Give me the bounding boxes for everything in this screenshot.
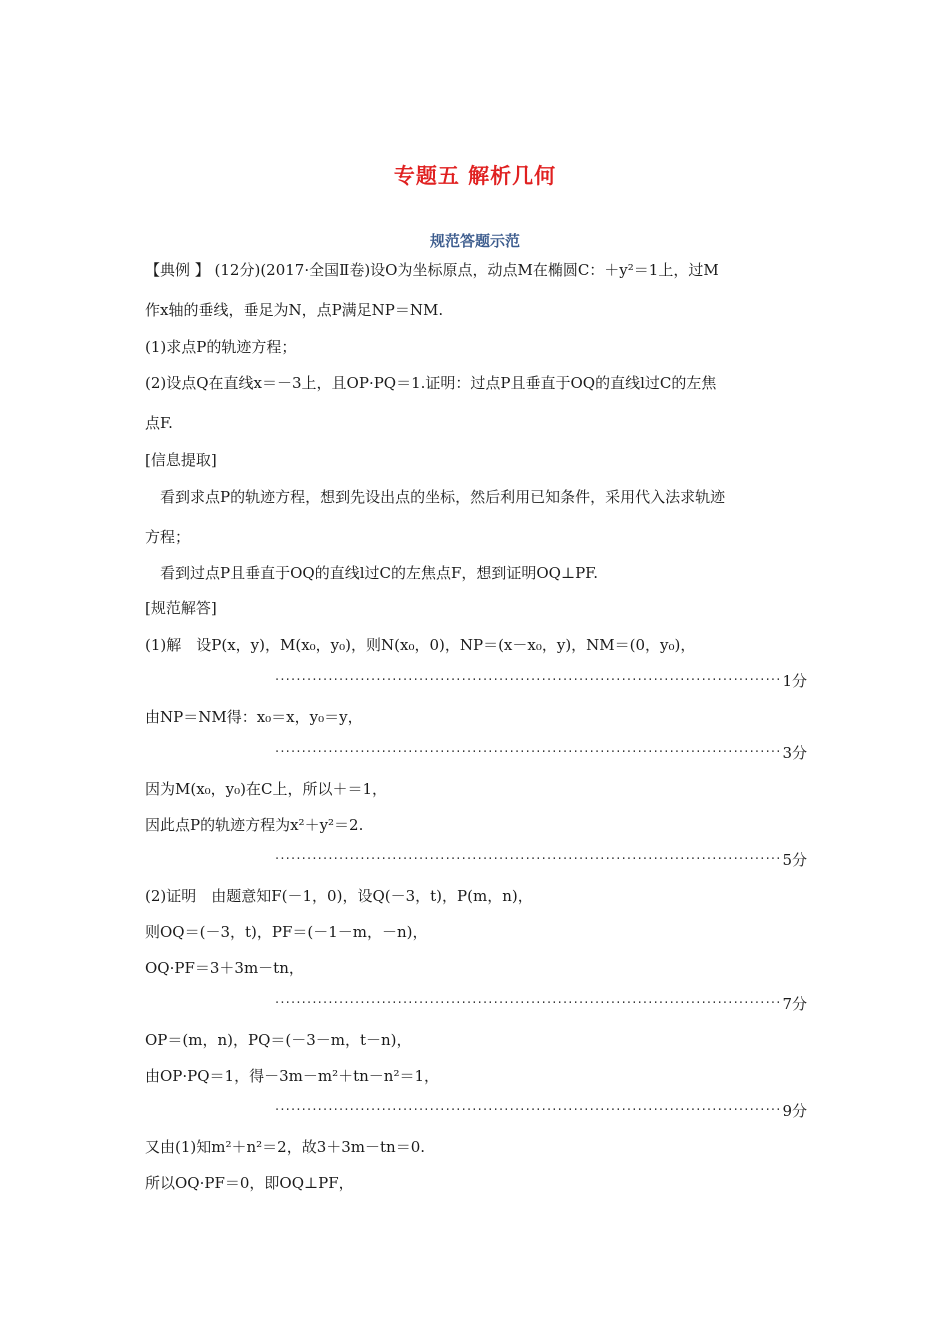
- dot-leader: [275, 1101, 780, 1121]
- info-line-1: 看到求点P的轨迹方程，想到先设出点的坐标，然后利用已知条件，采用代入法求轨迹: [160, 488, 726, 506]
- dot-leader: [275, 850, 780, 870]
- solution-1-line-3: 因为M(x₀，y₀)在C上，所以＋＝1，: [145, 780, 388, 798]
- solution-1-line-4: 因此点P的轨迹方程为x²＋y²＝2.: [145, 816, 364, 834]
- standard-answer-heading: [规范解答]: [145, 599, 217, 617]
- question-2-line-1: (2)设点Q在直线x＝－3上，且OP·PQ＝1.证明：过点P且垂直于OQ的直线l过C的左焦: [145, 374, 717, 392]
- solution-2-line-5: 由OP·PQ＝1，得－3m－m²＋tn－n²＝1，: [145, 1067, 440, 1085]
- solution-2-line-1: (2)证明 由题意知F(－1，0)，设Q(－3，t)，P(m，n)，: [145, 887, 533, 905]
- score-marker-1: [275, 671, 807, 691]
- score-value: 9分: [782, 1102, 807, 1120]
- solution-2-line-3: OQ·PF＝3＋3m－tn，: [145, 959, 304, 977]
- question-2-line-2: 点F.: [145, 414, 173, 432]
- score-value: 1分: [782, 672, 807, 690]
- score-marker-3: [275, 850, 807, 870]
- solution-2-line-2: 则OQ＝(－3，t)，PF＝(－1－m，－n)，: [145, 923, 428, 941]
- dot-leader: [275, 671, 780, 691]
- score-marker-4: [275, 994, 807, 1014]
- score-value: 3分: [782, 744, 807, 762]
- score-marker-2: [275, 743, 807, 763]
- score-marker-5: [275, 1101, 807, 1121]
- solution-2-line-4: OP＝(m，n)，PQ＝(－3－m，t－n)，: [145, 1031, 412, 1049]
- score-value: 7分: [782, 995, 807, 1013]
- example-problem-line-2: 作x轴的垂线，垂足为N，点P满足NP＝NM.: [145, 301, 444, 319]
- info-line-3: 看到过点P且垂直于OQ的直线l过C的左焦点F，想到证明OQ⊥PF.: [160, 564, 599, 582]
- page-title: 专题五 解析几何: [393, 164, 557, 188]
- dot-leader: [275, 743, 780, 763]
- solution-2-line-7: 所以OQ·PF＝0，即OQ⊥PF，: [145, 1174, 354, 1192]
- info-line-2: 方程；: [145, 528, 191, 546]
- solution-2-line-6: 又由(1)知m²＋n²＝2，故3＋3m－tn＝0.: [145, 1138, 426, 1156]
- dot-leader: [275, 994, 780, 1014]
- example-problem-line-1: 【典例 】 (12分)(2017·全国Ⅱ卷)设O为坐标原点，动点M在椭圆C：＋y²＝1上，过M: [145, 261, 719, 279]
- solution-1-line-1: (1)解 设P(x，y)，M(x₀，y₀)，则N(x₀，0)，NP＝(x－x₀，y)，NM＝(0，y₀)，: [145, 636, 696, 654]
- section-subtitle: 规范答题示范: [429, 232, 520, 250]
- solution-1-line-2: 由NP＝NM得：x₀＝x，y₀＝y，: [145, 708, 363, 726]
- score-value: 5分: [782, 851, 807, 869]
- question-1: (1)求点P的轨迹方程；: [145, 338, 297, 356]
- info-extraction-heading: [信息提取]: [145, 451, 217, 469]
